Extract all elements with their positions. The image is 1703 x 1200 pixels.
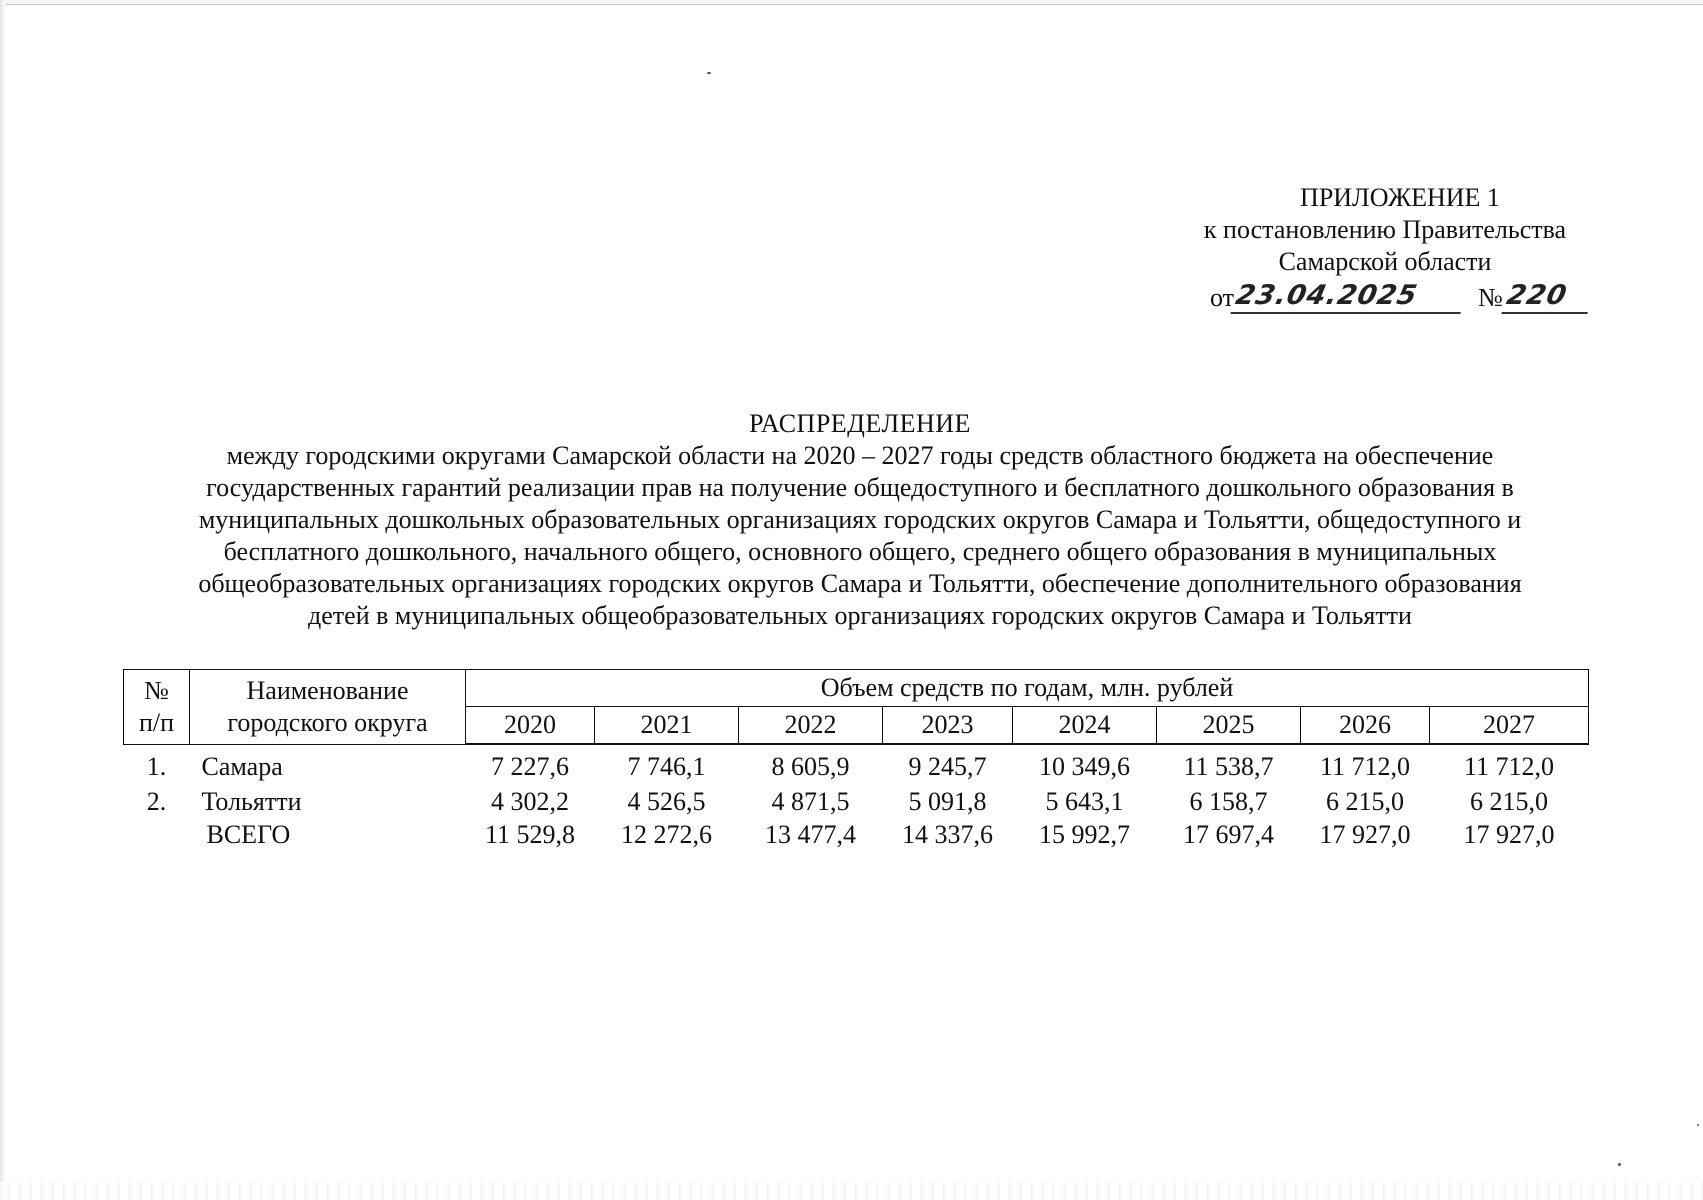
row-name: Самара: [201, 751, 283, 781]
total-value: 12 272,6: [621, 819, 712, 849]
title-line: бесплатного дошкольного, начального общего, основного общего, среднего общего образования в муниципальных: [223, 537, 1497, 566]
col-header-group-volume: Объем средств по годам, млн. рублей: [466, 670, 1589, 707]
date-prefix: от: [1210, 283, 1235, 312]
title-line: детей в муниципальных общеобразовательных организациях городских округов Самара и Тольятти: [308, 601, 1412, 630]
title-line: общеобразовательных организациях городских округов Самара и Тольятти, обеспечение дополнительного образования: [198, 569, 1522, 598]
total-value: 15 992,7: [1039, 819, 1130, 849]
row-number: 1.: [146, 751, 167, 781]
document-title-block: [120, 408, 1600, 632]
row-value: 4 526,5: [627, 786, 706, 816]
appendix-title: ПРИЛОЖЕНИЕ 1: [1300, 183, 1500, 212]
appendix-region: Самарской области: [1278, 247, 1492, 276]
appendix-reference: к постановлению Правительства: [1203, 215, 1567, 244]
total-value: 17 927,0: [1463, 819, 1555, 849]
col-header-year: 2023: [883, 707, 1013, 745]
total-value: 11 529,8: [484, 819, 576, 849]
handwritten-number: 220: [1501, 280, 1594, 314]
col-header-name-line1: Наименование: [246, 675, 409, 705]
row-value: 6 158,7: [1189, 786, 1268, 816]
row-number: 2.: [146, 786, 167, 816]
total-label: ВСЕГО: [206, 819, 291, 849]
distribution-table: [123, 669, 1589, 851]
col-header-year: 2021: [595, 707, 739, 745]
total-value: 14 337,6: [902, 819, 993, 849]
row-number-empty: [124, 818, 190, 851]
col-header-name-line2: городского округа: [227, 707, 428, 737]
col-header-year: 2026: [1301, 707, 1430, 745]
appendix-block: [1150, 182, 1620, 314]
scan-speck: [1618, 1163, 1621, 1166]
row-value: 7 227,6: [491, 752, 569, 781]
title-line: между городскими округами Самарской области на 2020 – 2027 годы средств областного бюджета на обеспечение: [226, 441, 1494, 470]
scan-speck: [707, 72, 711, 74]
row-value: 10 349,6: [1039, 752, 1130, 781]
table-row: [124, 785, 1589, 818]
number-prefix: №: [1478, 283, 1503, 312]
row-value: 11 538,7: [1183, 752, 1274, 781]
col-header-number-line1: №: [144, 675, 169, 705]
col-header-number-line2: п/п: [138, 707, 175, 737]
row-name: Тольятти: [201, 786, 302, 816]
scan-edge-top: [0, 0, 1703, 5]
col-header-year: 2024: [1013, 707, 1157, 745]
row-value: 11 712,0: [1463, 752, 1555, 781]
row-value: 5 091,8: [908, 786, 987, 816]
row-value: 11 712,0: [1319, 752, 1411, 781]
table-row: [124, 744, 1589, 785]
row-value: 8 605,9: [771, 752, 850, 781]
row-value: 4 302,2: [491, 786, 569, 816]
col-header-year: 2022: [739, 707, 883, 745]
appendix-date-number-line: [1150, 280, 1620, 314]
title-line: муниципальных дошкольных образовательных организациях городских округов Самара и Тольятти, общедоступного и: [198, 505, 1522, 534]
total-value: 17 927,0: [1319, 819, 1411, 849]
table-header-row: [124, 670, 1589, 707]
title-line: государственных гарантий реализации прав на получение общедоступного и бесплатного дошкольного образования в: [206, 473, 1514, 502]
row-value: 7 746,1: [627, 752, 706, 781]
row-value: 6 215,0: [1470, 786, 1548, 816]
handwritten-date: 23.04.2025: [1230, 280, 1467, 314]
table-total-row: [124, 818, 1589, 851]
row-value: 4 871,5: [771, 786, 850, 816]
col-header-year: 2020: [466, 707, 595, 745]
col-header-name: [190, 670, 466, 745]
row-value: 6 215,0: [1326, 786, 1404, 816]
col-header-year: 2027: [1430, 707, 1589, 745]
scan-speck: [1697, 1124, 1699, 1126]
row-value: 9 245,7: [908, 752, 987, 781]
scan-noise-bottom: [0, 1182, 1703, 1200]
scan-edge-left: [0, 0, 6, 1200]
total-value: 17 697,4: [1183, 819, 1274, 849]
document-title: РАСПРЕДЕЛЕНИЕ: [749, 409, 971, 438]
col-header-number: [124, 670, 190, 745]
total-value: 13 477,4: [765, 819, 856, 849]
row-value: 5 643,1: [1045, 786, 1124, 816]
col-header-year: 2025: [1157, 707, 1301, 745]
